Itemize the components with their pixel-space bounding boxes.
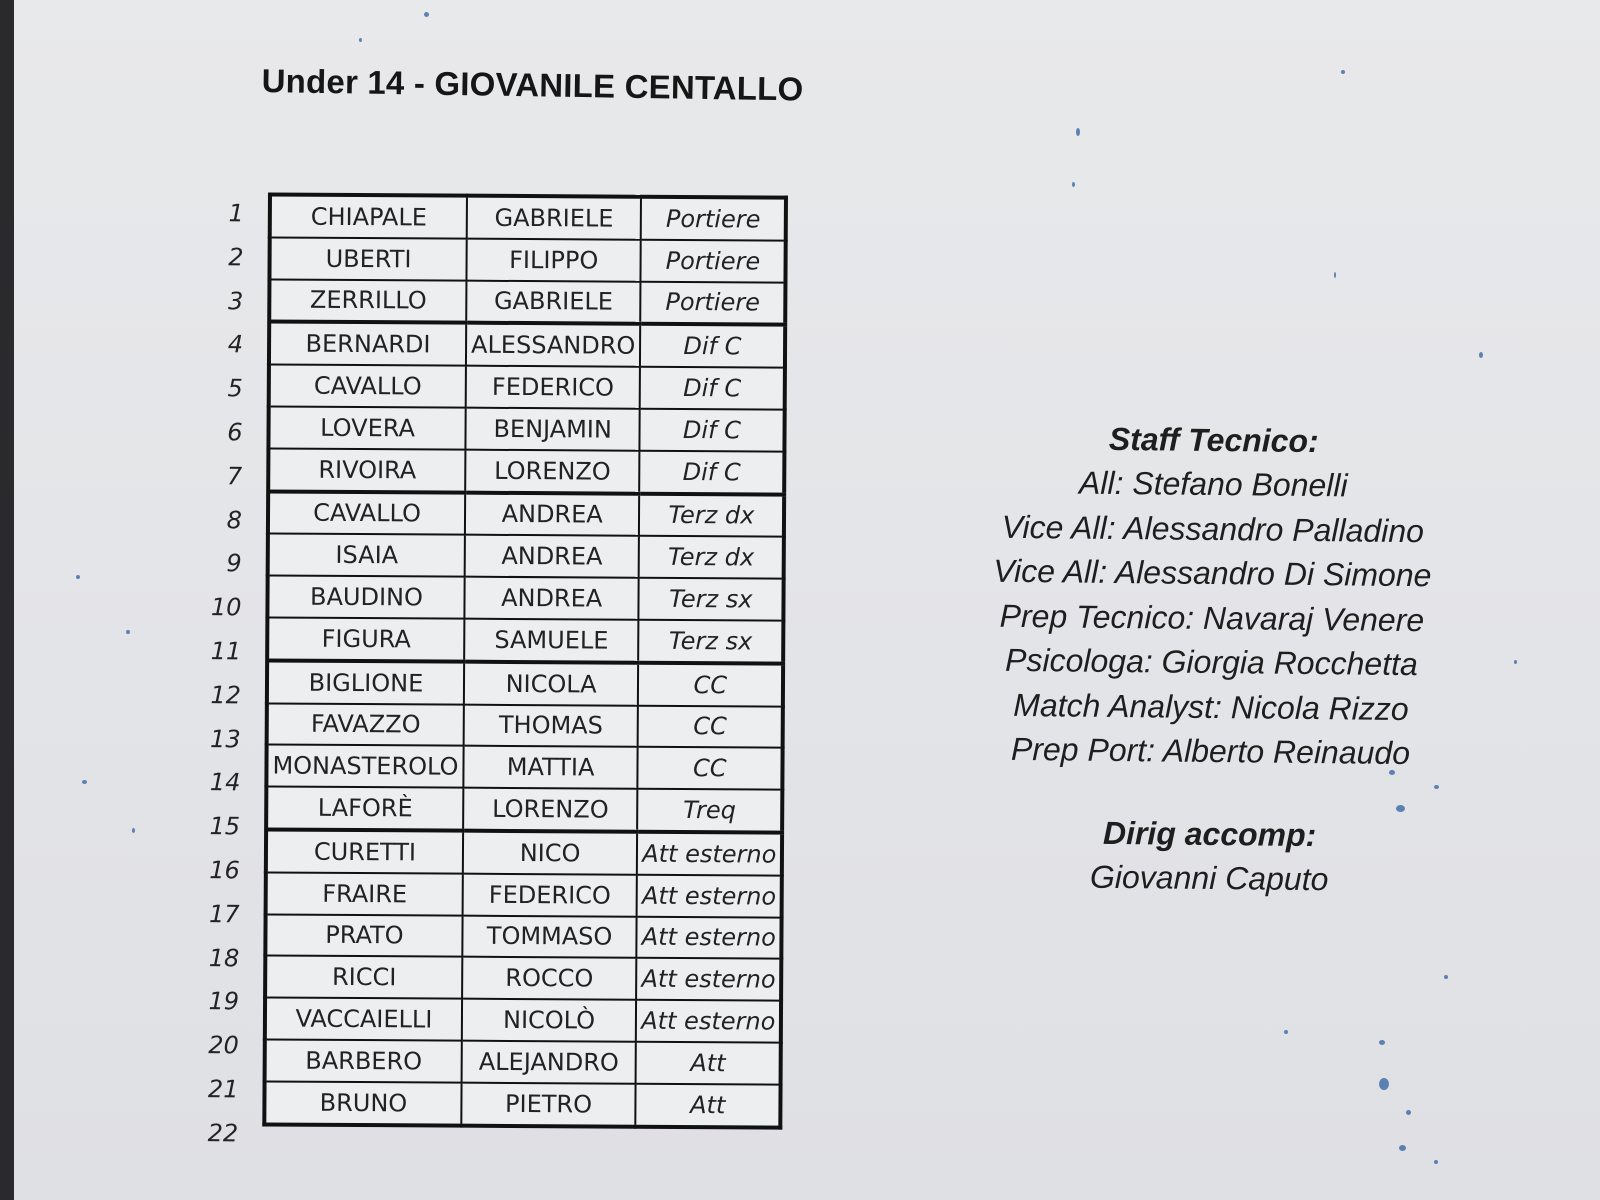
table-row [268,448,785,494]
player-first-name: PIETRO [461,1082,636,1126]
table-row [270,194,787,240]
player-role: Dif C [639,451,784,495]
jersey-number: 3 [227,286,244,315]
player-role: Portiere [640,281,785,325]
jersey-number: 15 [209,812,241,841]
table-row [265,956,782,1001]
jersey-number: 8 [226,505,243,534]
player-role: Att esterno [637,832,782,876]
player-role: CC [638,663,783,707]
document-page [14,0,1600,1200]
ink-speck [126,630,130,634]
ink-speck [1406,1110,1411,1115]
player-surname: RICCI [265,956,462,999]
ink-speck [1334,272,1336,278]
player-surname: LAFORÈ [266,787,463,831]
player-surname: LOVERA [268,406,465,449]
jersey-number: 17 [208,899,240,929]
roster-table [262,192,788,1129]
player-role: Dif C [640,367,785,410]
player-first-name: ALESSANDRO [466,323,641,367]
table-row [267,576,784,621]
player-first-name: ALEJANDRO [462,1041,637,1084]
table-row [269,365,786,410]
player-first-name: ANDREA [465,492,640,536]
jersey-number: 13 [210,724,241,753]
player-surname: BAUDINO [267,576,464,619]
jersey-number: 12 [210,680,242,710]
jersey-number: 19 [208,987,240,1016]
player-role: Att esterno [637,916,782,959]
ink-speck [132,828,135,833]
ink-speck [1341,70,1345,74]
player-role: Dif C [640,324,785,368]
staff-line: All: Stefano Bonelli [1078,464,1348,504]
player-role: Terz sx [638,620,783,664]
table-row [267,617,784,663]
jersey-number: 16 [209,856,240,885]
player-surname: BRUNO [264,1081,461,1125]
table-row [264,1081,781,1127]
table-row [268,406,785,451]
staff-heading: Staff Tecnico: [1108,420,1319,460]
staff-line: Psicologa: Giorgia Rocchetta [1004,641,1418,683]
table-row [269,237,786,282]
jersey-number: 21 [207,1075,239,1104]
ink-speck [1379,1040,1385,1045]
jersey-number: 4 [227,330,244,359]
jersey-number-column [186,192,244,1156]
player-role: Att [636,1083,781,1127]
table-row [269,322,786,368]
player-surname: UBERTI [269,237,466,280]
player-surname: BERNARDI [269,322,466,366]
player-role: Portiere [641,197,786,241]
staff-line: Prep Tecnico: Navaraj Venere [999,597,1425,638]
player-first-name: GABRIELE [466,280,641,324]
jersey-number: 2 [228,243,244,272]
ink-speck [1444,975,1448,979]
player-first-name: FEDERICO [466,366,641,409]
jersey-number: 18 [208,943,240,972]
jersey-number: 22 [207,1118,239,1148]
player-surname: MONASTEROLO [266,745,463,788]
player-first-name: NICOLA [464,661,639,705]
staff-line: Vice All: Alessandro Palladino [1001,508,1425,549]
table-row [266,829,783,875]
player-role: Att esterno [636,958,781,1001]
player-surname: FAVAZZO [267,703,464,746]
dirig-name: Giovanni Caputo [1089,858,1329,897]
player-first-name: TOMMASO [462,915,637,958]
player-surname: PRATO [265,914,462,957]
jersey-number: 6 [227,418,243,447]
jersey-number: 10 [210,593,242,622]
player-first-name: LORENZO [465,449,640,493]
ink-speck [76,575,80,579]
spacer [940,771,1480,815]
player-role: CC [638,747,783,790]
player-first-name: SAMUELE [464,619,639,663]
player-first-name: GABRIELE [467,196,642,240]
player-surname: CAVALLO [269,365,466,408]
player-surname: ISAIA [268,534,465,577]
player-first-name: FEDERICO [463,873,638,916]
player-first-name: NICO [463,831,638,875]
player-first-name: LORENZO [463,788,638,832]
player-surname: CHIAPALE [270,194,467,238]
table-row [268,491,785,537]
player-surname: FRAIRE [266,872,463,915]
ink-speck [1284,1030,1288,1034]
dirig-heading: Dirig accomp: [1102,814,1317,853]
player-first-name: ROCCO [462,957,637,1000]
player-surname: BARBERO [265,1039,462,1082]
player-surname: BIGLIONE [267,660,464,704]
player-first-name: FILIPPO [466,238,641,281]
table-row [266,872,783,917]
ink-speck [1514,660,1517,664]
player-first-name: MATTIA [463,746,638,789]
table-row [267,703,784,748]
player-role: Terz dx [639,493,784,537]
staff-panel [939,415,1484,903]
jersey-number: 5 [227,374,243,403]
staff-line: Prep Port: Alberto Reinaudo [1010,730,1411,772]
table-row [265,998,782,1043]
ink-speck [82,780,87,784]
player-surname: RIVOIRA [268,448,465,492]
ink-speck [1434,1160,1438,1164]
table-row [266,787,783,833]
player-surname: CURETTI [266,829,463,873]
player-role: Terz sx [639,578,784,621]
table-row [266,745,783,790]
player-role: Att esterno [637,874,782,917]
player-role: Dif C [640,409,785,452]
player-role: Treq [637,789,782,833]
jersey-number: 20 [208,1031,239,1060]
table-row [267,660,784,706]
player-role: CC [638,705,783,748]
ink-speck [1379,1078,1389,1090]
staff-line: Vice All: Alessandro Di Simone [993,552,1432,594]
jersey-number: 1 [228,199,244,228]
staff-line: Match Analyst: Nicola Rizzo [1013,686,1409,727]
ink-speck [1076,128,1080,136]
table-row [269,279,786,325]
ink-speck [1479,352,1483,358]
player-first-name: ANDREA [465,535,640,578]
page-title: Under 14 - GIOVANILE CENTALLO [261,62,804,108]
jersey-number: 14 [209,768,241,797]
table-row [265,1039,782,1084]
player-first-name: ANDREA [464,577,639,620]
player-role: Terz dx [639,536,784,579]
player-first-name: THOMAS [464,704,639,747]
jersey-number: 11 [210,637,242,666]
ink-speck [1399,1145,1406,1151]
player-role: Att [636,1042,781,1085]
table-row [265,914,782,959]
player-surname: CAVALLO [268,491,465,535]
table-row [268,534,785,579]
player-surname: FIGURA [267,617,464,661]
player-surname: ZERRILLO [269,279,466,323]
ink-speck [1072,182,1075,187]
player-first-name: BENJAMIN [465,408,640,451]
player-surname: VACCAIELLI [265,998,462,1041]
player-first-name: NICOLÒ [462,999,637,1042]
ink-speck [359,38,362,42]
player-role: Att esterno [636,1000,781,1043]
player-role: Portiere [641,240,786,283]
ink-speck [424,12,429,17]
jersey-number: 7 [226,462,243,491]
jersey-number: 9 [226,549,242,578]
